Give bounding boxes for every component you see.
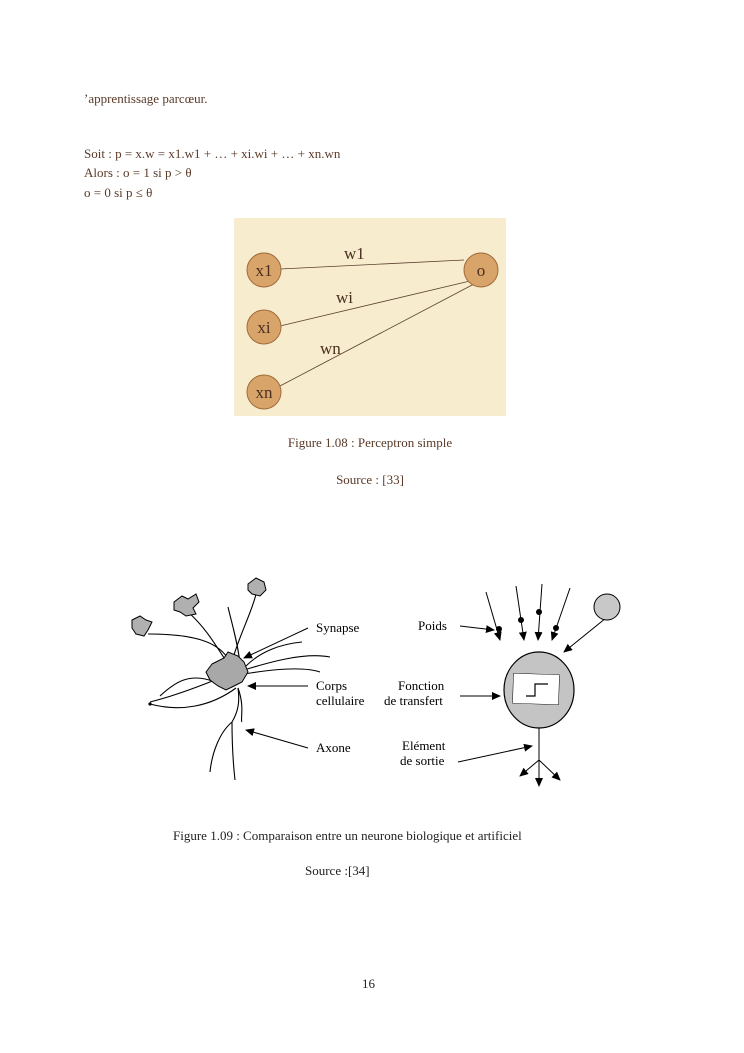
dendrite [150,688,236,708]
axon [232,688,239,722]
artificial-neuron [486,584,620,786]
figure2-caption: Figure 1.09 : Comparaison entre un neurone biologique et artificiel [173,828,522,843]
axon [232,722,235,780]
element-pointer [458,746,532,762]
perceptron-diagram [234,218,506,416]
dendrite [246,642,302,666]
transfer-function-box [512,673,559,705]
equation-line-2: Alors : o = 1 si p > θ [84,165,192,180]
dendrite [244,669,320,674]
dendrite [244,656,330,670]
dendrite [148,634,230,662]
poids-pointer [460,626,494,630]
bias-arrow [564,618,606,652]
label-axone: Axone [316,740,351,755]
equation-line-1: Soit : p = x.w = x1.w1 + … + xi.wi + … + xn.wn [84,146,341,161]
node-x1-label: x1 [255,261,273,280]
cell-body [206,652,248,690]
node-xi-label: xi [257,318,271,337]
dendrite [232,594,256,662]
axone-pointer [246,730,308,748]
figure1-source: Source : [33] [336,472,404,487]
output-arrow [520,760,539,776]
label-fonction-2: de transfert [384,693,443,708]
neuron-comparison-diagram [120,572,640,797]
label-corps-2: cellulaire [316,693,365,708]
figure1-caption: Figure 1.08 : Perceptron simple [287,435,453,450]
label-element-2: de sortie [400,753,445,768]
intro-text: ’apprentissage parcœur. [84,91,208,106]
label-element-1: Elément [402,738,446,753]
label-fonction-1: Fonction [398,678,445,693]
bias-node [594,594,620,620]
input-arrow [516,586,524,640]
input-arrow [552,588,570,640]
weight-dot [553,625,559,631]
synapse-blob [248,578,266,596]
weight-dot [496,626,502,632]
label-synapse: Synapse [316,620,360,635]
equation-line-3: o = 0 si p ≤ θ [84,185,153,200]
dendrite [160,678,215,696]
page-number: 16 [362,976,375,991]
synapse-pointer [244,628,308,658]
input-arrow [486,592,500,640]
label-poids: Poids [418,618,447,633]
figure2-source: Source :[34] [305,863,370,878]
axon-terminal [148,702,151,705]
biological-neuron [148,594,330,780]
weight-wn-label: wn [320,339,341,358]
output-arrow [539,760,560,780]
weight-w1-label: w1 [344,244,365,263]
node-xn-label: xn [255,383,273,402]
dendrite [150,680,215,702]
synapse-blob [174,594,199,616]
weight-dot [536,609,542,615]
weight-dot [518,617,524,623]
weight-wi-label: wi [336,288,353,307]
synapse-blob [132,616,152,636]
node-o-label: o [476,261,486,280]
axon [210,722,232,772]
label-corps-1: Corps [316,678,348,693]
